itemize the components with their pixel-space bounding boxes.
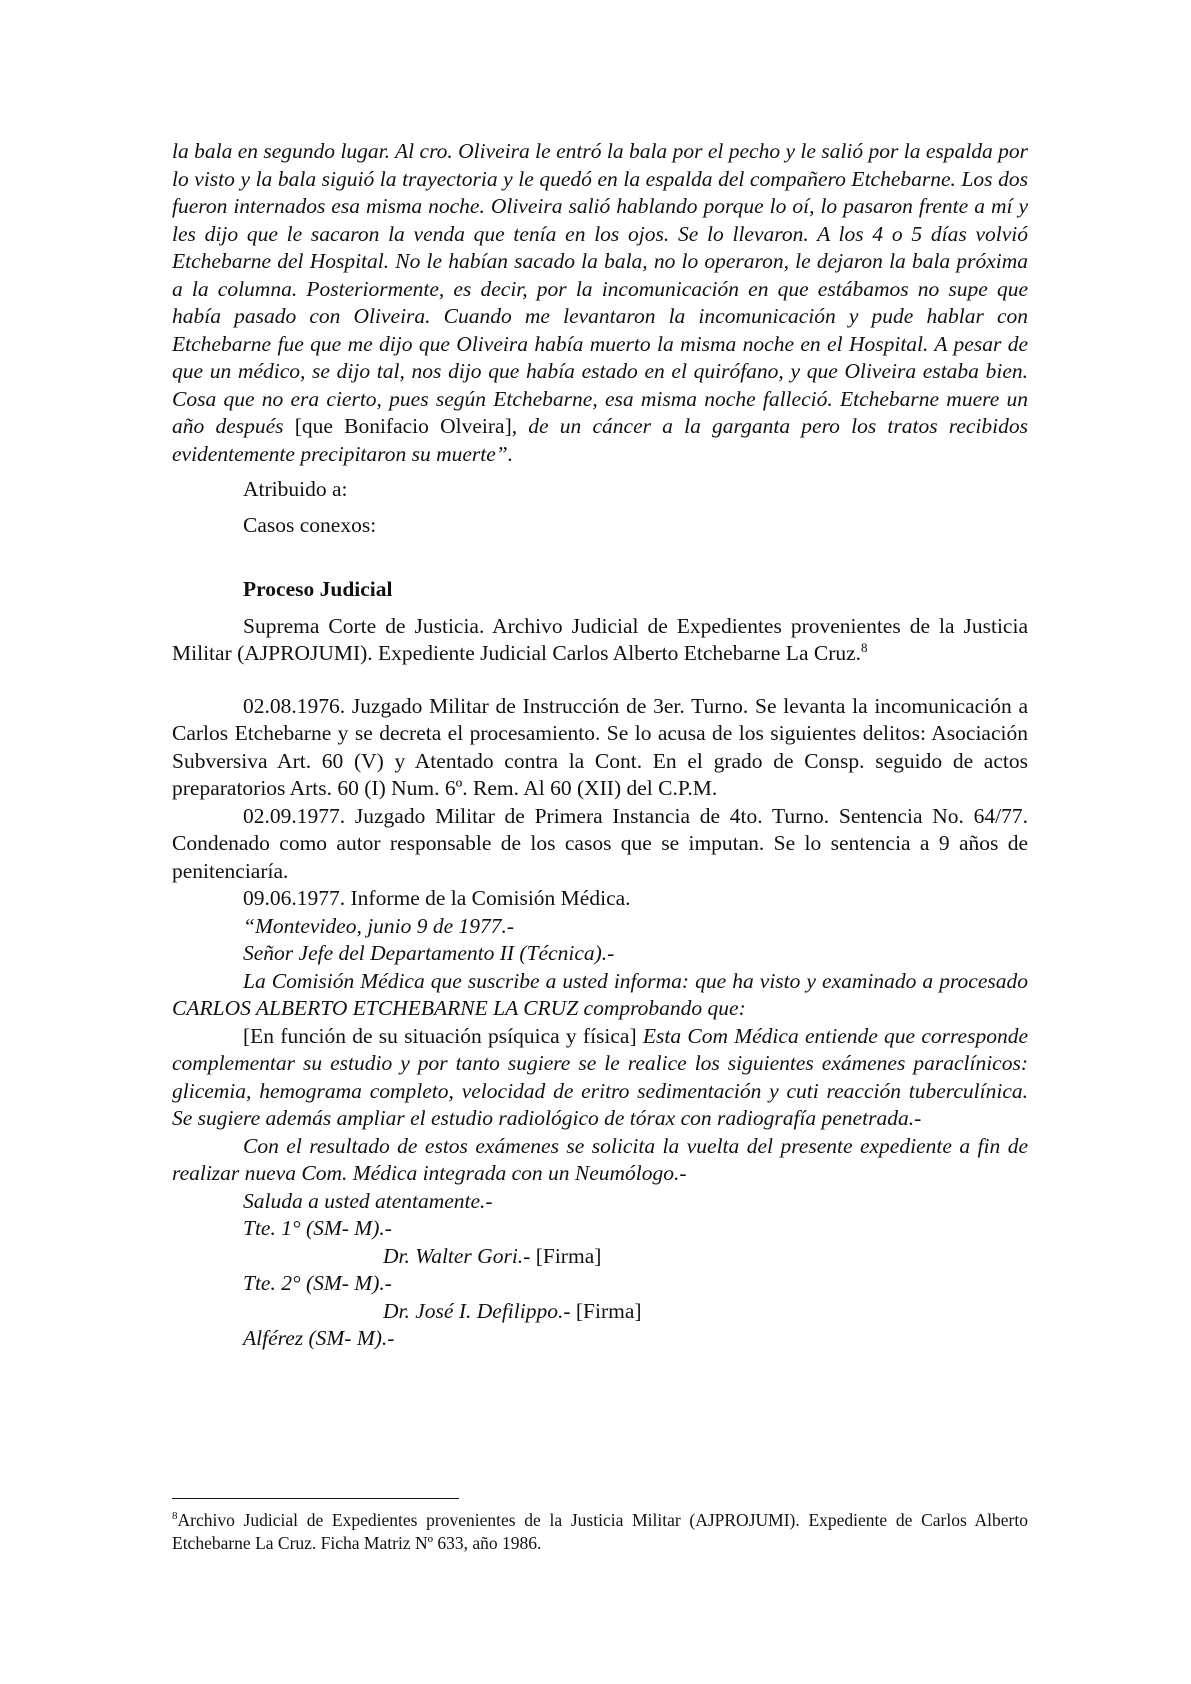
report-closing: Saluda a usted atentamente.- [243, 1188, 493, 1213]
footnote-reference: 8 [861, 639, 868, 655]
report-findings [172, 1023, 1028, 1133]
testimony-paragraph [172, 138, 1028, 468]
signature-line-1 [172, 1243, 1028, 1271]
signatory-rank-1: Tte. 1° (SM- M).- [243, 1216, 392, 1240]
testimony-bracket-note: [que Bonifacio Olveira] [294, 414, 512, 438]
signature-mark-1: [Firma] [530, 1243, 602, 1268]
report-bracket-note: [En función de su situación psíquica y física] [243, 1023, 637, 1048]
entry-instruction-court: 02.08.1976. Juzgado Militar de Instrucción de 3er. Turno. Se levanta la incomunicación a Carlos Etchebarne y se decreta el procesamiento. Se lo acusa de los siguientes delitos: Asociación Subversiva Art. 60 (V) y Atentado contra la Cont. En el grado de Consp. seguido de actos preparatorios Arts. 60 (I) Num. 6º. Rem. Al 60 (XII) del C.P.M. [172, 693, 1028, 800]
attributed-field: Atribuido a: [243, 477, 348, 501]
testimony-end: , de un cáncer a la garganta pero los tratos recibidos evidentemente precipitaron su muerte”. [172, 414, 1028, 466]
signatory-name-2: Dr. José I. Defilippo.- [383, 1298, 571, 1323]
document-body [172, 138, 1028, 1353]
signatory-name-1: Dr. Walter Gori.- [383, 1243, 531, 1268]
signature-mark-2: [Firma] [570, 1298, 642, 1323]
footnote-number: 8 [172, 1510, 178, 1523]
signatory-rank-3: Alférez (SM- M).- [243, 1326, 395, 1350]
signatory-rank-2: Tte. 2° (SM- M).- [243, 1271, 392, 1295]
report-date: “Montevideo, junio 9 de 1977.- [243, 913, 515, 938]
report-intro: La Comisión Médica que suscribe a usted informa: que ha visto y examinado a procesado CARLOS ALBERTO ETCHEBARNE LA CRUZ comprobando que: [172, 968, 1028, 1020]
report-findings-text: Esta Com Médica entiende que corresponde complementar su estudio y por tanto sugiere se le realice los siguientes exámenes paraclínicos: glicemia, hemograma completo, velocidad de eritro sedimentación y cuti reacción tuberculínica. Se sugiere además ampliar el estudio radiológico de tórax con radiografía penetrada.- [172, 1023, 1029, 1130]
entry-sentence: 02.09.1977. Juzgado Militar de Primera Instancia de 4to. Turno. Sentencia No. 64/77. Condenado como autor responsable de los casos que se imputan. Se lo sentencia a 9 años de penitenciaría. [172, 803, 1028, 883]
section-heading: Proceso Judicial [243, 577, 393, 601]
source-paragraph [172, 613, 1028, 668]
report-addressee: Señor Jefe del Departamento II (Técnica).- [243, 941, 615, 965]
entry-medical-report: 09.06.1977. Informe de la Comisión Médica. [243, 886, 631, 910]
source-text: Suprema Corte de Justicia. Archivo Judicial de Expedientes provenientes de la Justicia Militar (AJPROJUMI). Expediente Judicial Carlos Alberto Etchebarne La Cruz. [172, 613, 1028, 665]
related-cases-field: Casos conexos: [243, 512, 377, 537]
footnote-text: Archivo Judicial de Expedientes provenientes de la Justicia Militar (AJPROJUMI). Expediente de Carlos Alberto Etchebarne La Cruz. Ficha Matriz Nº 633, año 1986. [172, 1510, 1028, 1553]
signature-line-2 [172, 1298, 1028, 1326]
testimony-text: la bala en segundo lugar. Al cro. Oliveira le entró la bala por el pecho y le salió por la espalda por lo visto y la bala siguió la trayectoria y le quedó en la espalda del compañero Etchebarne. Los dos fueron internados esa misma noche. Oliveira salió hablando porque lo oí, lo pasaron frente a mí y les dijo que le sacaron la venda que tenía en los ojos. Se lo llevaron. A los 4 o 5 días volvió Etchebarne del Hospital. No le habían sacado la bala, no lo operaron, le dejaron la bala próxima a la columna. Posteriormente, es decir, por la incomunicación en que estábamos no supe que había pasado con Oliveira. Cuando me levantaron la incomunicación y pude hablar con Etchebarne fue que me dijo que Oliveira había muerto la misma noche en el Hospital. A pesar de que un médico, se dijo tal, nos dijo que había estado en el quirófano, y que Oliveira estaba bien. Cosa que no era cierto, pues según Etchebarne, esa misma noche falleció. Etchebarne muere un año después [172, 139, 1028, 438]
footnote-divider [172, 1498, 459, 1499]
footnote [172, 1509, 1028, 1555]
report-request: Con el resultado de estos exámenes se solicita la vuelta del presente expediente a fin de realizar nueva Com. Médica integrada con un Neumólogo.- [172, 1133, 1028, 1185]
